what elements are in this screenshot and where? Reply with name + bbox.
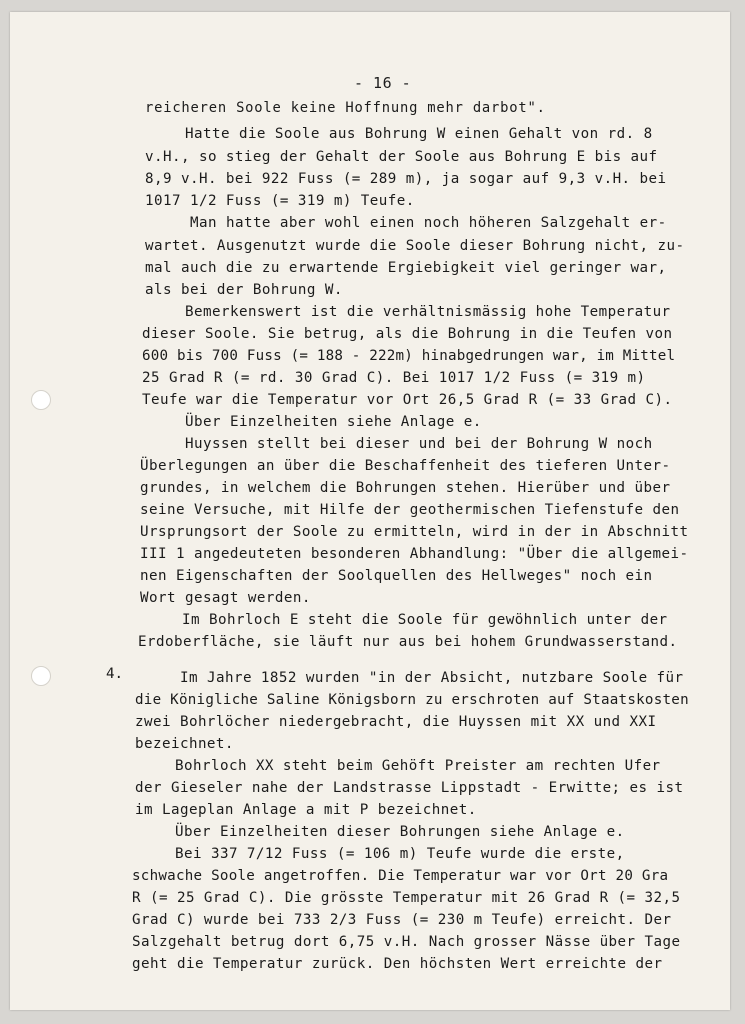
text-line: Teufe war die Temperatur vor Ort 26,5 Grad R (= 33 Grad C). bbox=[142, 392, 673, 408]
text-line: Überlegungen an über die Beschaffenheit des tieferen Unter- bbox=[140, 458, 671, 474]
text-line: Über Einzelheiten siehe Anlage e. bbox=[185, 414, 482, 430]
text-line: mal auch die zu erwartende Ergiebigkeit viel geringer war, bbox=[145, 260, 667, 276]
text-line: seine Versuche, mit Hilfe der geothermischen Tiefenstufe den bbox=[140, 502, 680, 518]
text-line: 600 bis 700 Fuss (= 188 - 222m) hinabgedrungen war, im Mittel bbox=[142, 348, 676, 364]
document-page bbox=[10, 12, 730, 1010]
text-line: 8,9 v.H. bei 922 Fuss (= 289 m), ja sogar auf 9,3 v.H. bei bbox=[145, 171, 667, 187]
text-line: Hatte die Soole aus Bohrung W einen Gehalt von rd. 8 bbox=[185, 126, 653, 142]
punch-hole-upper bbox=[31, 390, 51, 410]
section-number: 4. bbox=[106, 666, 124, 682]
text-line: Erdoberfläche, sie läuft nur aus bei hohem Grundwasserstand. bbox=[138, 634, 678, 650]
text-line: dieser Soole. Sie betrug, als die Bohrung in die Teufen von bbox=[142, 326, 673, 342]
text-line: Im Jahre 1852 wurden "in der Absicht, nutzbare Soole für bbox=[180, 670, 684, 686]
text-line: bezeichnet. bbox=[135, 736, 234, 752]
text-line: schwache Soole angetroffen. Die Temperatur war vor Ort 20 Gra bbox=[132, 868, 669, 884]
text-line: Über Einzelheiten dieser Bohrungen siehe Anlage e. bbox=[175, 824, 625, 840]
text-line: Huyssen stellt bei dieser und bei der Bohrung W noch bbox=[185, 436, 653, 452]
text-line: grundes, in welchem die Bohrungen stehen. Hierüber und über bbox=[140, 480, 671, 496]
text-line: Bei 337 7/12 Fuss (= 106 m) Teufe wurde die erste, bbox=[175, 846, 625, 862]
text-line: reicheren Soole keine Hoffnung mehr darbot". bbox=[145, 100, 546, 116]
text-line: Wort gesagt werden. bbox=[140, 590, 311, 606]
text-line: Bemerkenswert ist die verhältnismässig hohe Temperatur bbox=[185, 304, 671, 320]
text-line: v.H., so stieg der Gehalt der Soole aus Bohrung E bis auf bbox=[145, 149, 658, 165]
text-line: zwei Bohrlöcher niedergebracht, die Huyssen mit XX und XXI bbox=[135, 714, 657, 730]
text-line: nen Eigenschaften der Soolquellen des Hellweges" noch ein bbox=[140, 568, 653, 584]
text-line: Salzgehalt betrug dort 6,75 v.H. Nach grosser Nässe über Tage bbox=[132, 934, 681, 950]
text-line: Man hatte aber wohl einen noch höheren Salzgehalt er- bbox=[190, 215, 667, 231]
text-line: III 1 angedeuteten besonderen Abhandlung: "Über die allgemei- bbox=[140, 546, 689, 562]
text-line: 25 Grad R (= rd. 30 Grad C). Bei 1017 1/2 Fuss (= 319 m) bbox=[142, 370, 646, 386]
text-line: Ursprungsort der Soole zu ermitteln, wird in der in Abschnitt bbox=[140, 524, 689, 540]
page-number: - 16 - bbox=[354, 74, 412, 92]
punch-hole-lower bbox=[31, 666, 51, 686]
text-line: Grad C) wurde bei 733 2/3 Fuss (= 230 m Teufe) erreicht. Der bbox=[132, 912, 672, 928]
text-line: 1017 1/2 Fuss (= 319 m) Teufe. bbox=[145, 193, 415, 209]
text-line: im Lageplan Anlage a mit P bezeichnet. bbox=[135, 802, 477, 818]
text-line: geht die Temperatur zurück. Den höchsten Wert erreichte der bbox=[132, 956, 663, 972]
text-line: als bei der Bohrung W. bbox=[145, 282, 343, 298]
text-line: Bohrloch XX steht beim Gehöft Preister am rechten Ufer bbox=[175, 758, 661, 774]
text-line: wartet. Ausgenutzt wurde die Soole dieser Bohrung nicht, zu- bbox=[145, 238, 685, 254]
text-line: der Gieseler nahe der Landstrasse Lippstadt - Erwitte; es ist bbox=[135, 780, 684, 796]
text-line: Im Bohrloch E steht die Soole für gewöhnlich unter der bbox=[182, 612, 668, 628]
text-line: R (= 25 Grad C). Die grösste Temperatur mit 26 Grad R (= 32,5 bbox=[132, 890, 681, 906]
text-line: die Königliche Saline Königsborn zu erschroten auf Staatskosten bbox=[135, 692, 689, 708]
